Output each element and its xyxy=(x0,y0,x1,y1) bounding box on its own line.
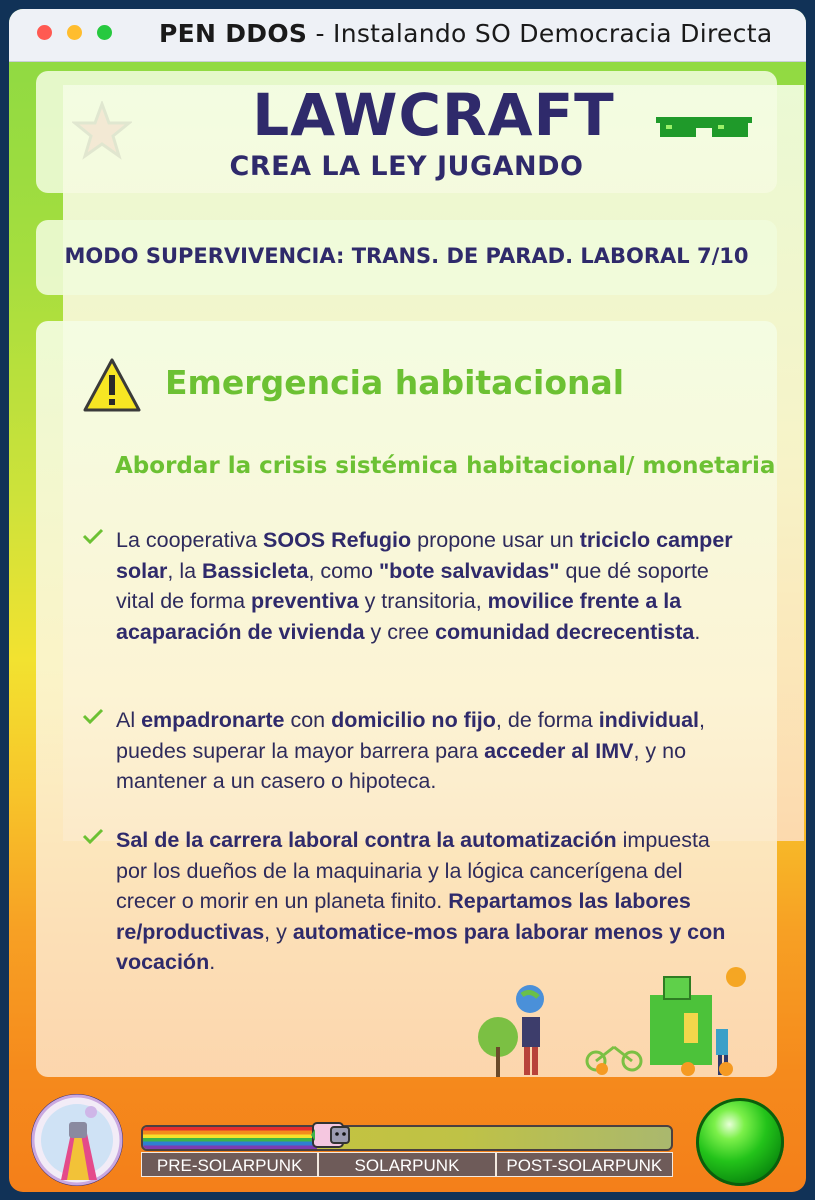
bullet-segment: , puedes superar la mayor barrera para xyxy=(116,708,706,763)
bullet-segment: . xyxy=(694,619,701,644)
progress-bar xyxy=(141,1125,673,1151)
section-subtitle: Abordar la crisis sistémica habitacional/ monetaria xyxy=(115,453,776,479)
bullet-text xyxy=(116,705,746,797)
bullet-bold: preventiva xyxy=(251,589,359,613)
phase-labels xyxy=(141,1152,673,1177)
warning-icon xyxy=(82,357,142,413)
bullet-segment: impuesta por los dueños de la maquinaria y la lógica cancerígena del crecer o morir en un planeta finito. xyxy=(116,828,710,913)
mode-card xyxy=(36,220,777,295)
bullet-segment: y cree xyxy=(364,619,436,644)
green-orb-button[interactable] xyxy=(696,1098,784,1186)
window-title-bold: PEN DDOS xyxy=(159,19,308,48)
bullet-segment: y transitoria, xyxy=(358,589,488,613)
bullet-bold: Bassicleta xyxy=(202,558,309,583)
progress-tracker xyxy=(141,1125,673,1179)
minimize-window-button[interactable] xyxy=(67,25,82,40)
phase-label-solarpunk: SOLARPUNK xyxy=(318,1152,495,1177)
bullet-bold: acceder al IMV xyxy=(484,738,634,763)
bullet-segment: , y xyxy=(264,919,293,944)
maximize-window-button[interactable] xyxy=(97,25,112,40)
app-window xyxy=(9,9,806,1192)
header-card xyxy=(36,71,777,193)
content-card xyxy=(36,321,777,1077)
bullet-segment: que dé soporte vital de forma xyxy=(116,558,709,613)
bullet-segment: . xyxy=(209,950,216,974)
brand-title: LAWCRAFT xyxy=(63,85,804,841)
title-bar xyxy=(9,9,806,62)
bullet-bold: empadronarte xyxy=(141,708,285,732)
bullet-bold: triciclo camper solar xyxy=(116,528,733,583)
bullet-segment: , como xyxy=(308,558,379,583)
nyan-cat-icon xyxy=(311,1119,351,1153)
bullet-text xyxy=(116,525,746,647)
bullet-segment: Al xyxy=(116,708,142,732)
bullet-bold: "bote salvavidas" xyxy=(378,558,560,583)
section-title: Emergencia habitacional xyxy=(165,363,625,402)
check-icon xyxy=(82,527,104,545)
bullet-bold: individual xyxy=(598,708,700,732)
bullet-segment: , y no mantener a un casero o hipoteca. xyxy=(116,738,687,793)
bullet-segment: propone usar un xyxy=(411,528,580,552)
bullet-bold: Repartamos las labores re/productivas xyxy=(116,889,691,944)
bullet-segment: , de forma xyxy=(495,708,599,732)
progress-fill xyxy=(143,1127,317,1149)
bullet-segment: La cooperativa xyxy=(116,528,264,552)
bullet-segment: con xyxy=(284,708,332,732)
check-icon xyxy=(82,827,104,845)
pixel-sunglasses-icon xyxy=(656,115,752,141)
badge-icon[interactable] xyxy=(31,1094,123,1186)
bullet-bold: domicilio no fijo xyxy=(331,708,496,732)
bullet-segment: , la xyxy=(167,558,203,583)
window-title xyxy=(159,19,772,48)
window-title-rest: - Instalando SO Democracia Directa xyxy=(307,19,773,48)
bullet-bold: movilice frente a la acaparación de vivienda xyxy=(116,589,682,644)
bullet-bold: Sal de la carrera laboral contra la automatización xyxy=(116,828,617,852)
bullet-bold: comunidad decrecentista xyxy=(435,619,695,644)
phase-label-post-solarpunk: POST-SOLARPUNK xyxy=(496,1152,673,1177)
solarpunk-illustration xyxy=(436,951,766,1077)
mode-label: MODO SUPERVIVENCIA: TRANS. DE PARAD. LABORAL 7/10 xyxy=(64,244,749,268)
check-icon xyxy=(82,707,104,725)
brand-tagline: CREA LA LEY JUGANDO xyxy=(229,151,584,182)
bullet-bold: SOOS Refugio xyxy=(263,528,412,552)
phase-label-pre-solarpunk: PRE-SOLARPUNK xyxy=(141,1152,318,1177)
bullet-bold: automatice-mos para laborar menos y con vocación xyxy=(116,919,726,974)
close-window-button[interactable] xyxy=(37,25,52,40)
